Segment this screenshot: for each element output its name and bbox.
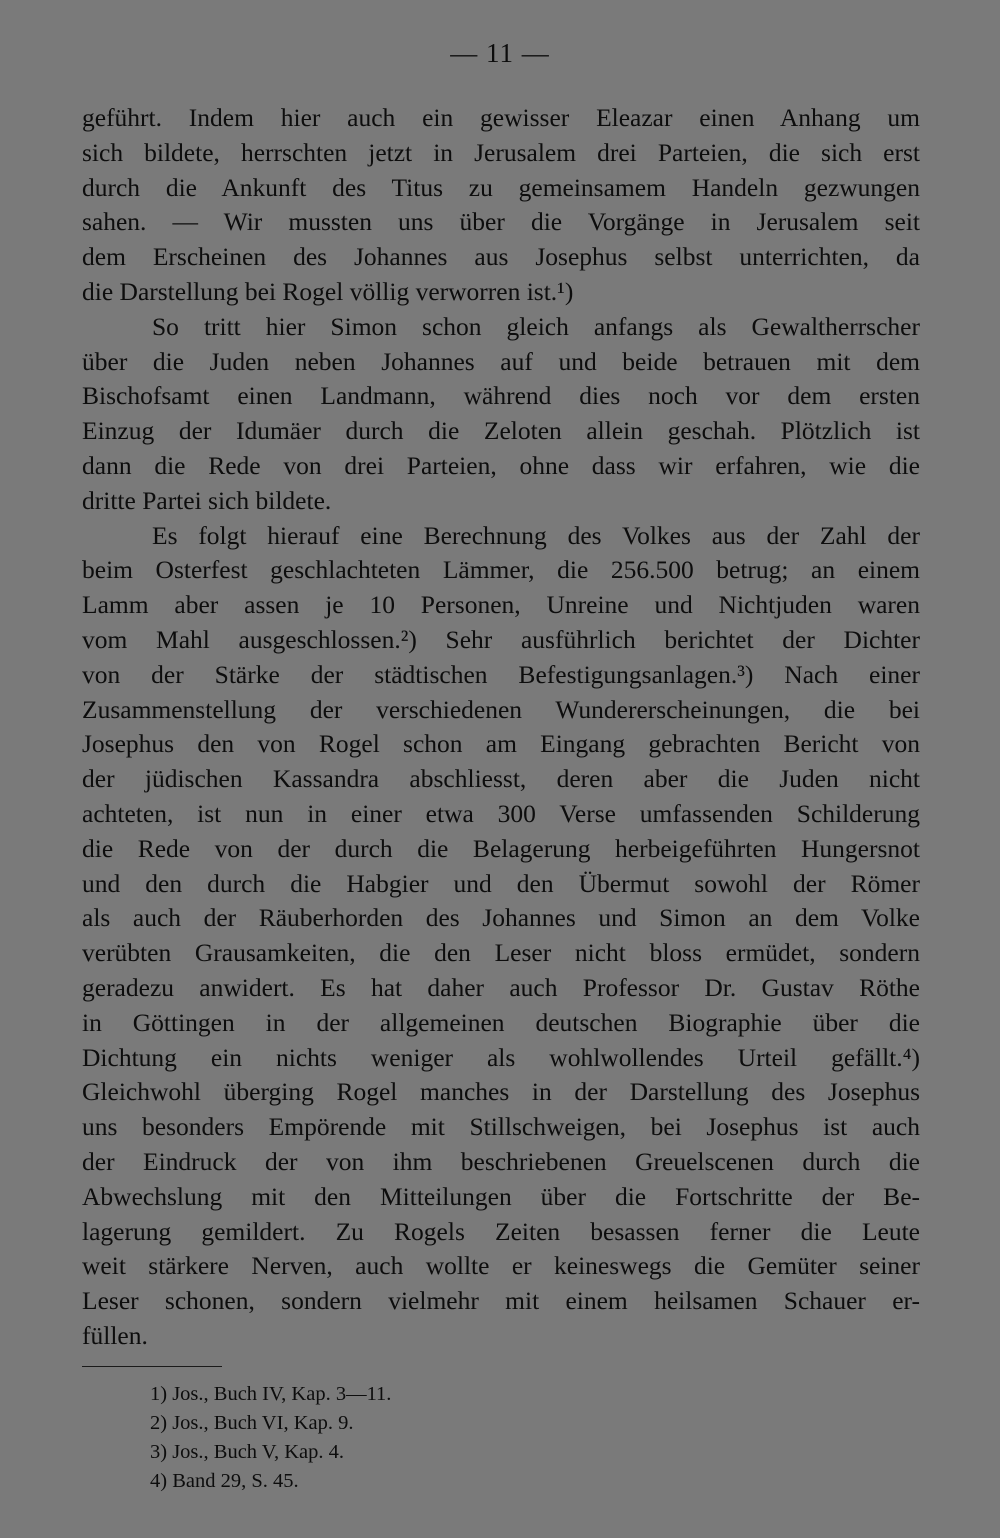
text-line: Leser schonen, sondern vielmehr mit einem heilsamen Schauer er- <box>82 1286 920 1316</box>
text-line: Zusammenstellung der verschiedenen Wundererscheinungen, die bei <box>82 694 920 724</box>
page-number: — 11 — <box>450 38 550 68</box>
text-line: Einzug der Idumäer durch die Zeloten allein geschah. Plötzlich ist <box>82 416 920 446</box>
text-line: in Göttingen in der allgemeinen deutschen Biographie über die <box>82 1007 920 1037</box>
text-line: der jüdischen Kassandra abschliesst, deren aber die Juden nicht <box>82 764 920 794</box>
main-text <box>82 101 920 1354</box>
text-line: dann die Rede von drei Parteien, ohne dass wir erfahren, wie die <box>82 450 920 480</box>
text-line: Abwechslung mit den Mitteilungen über die Fortschritte der Be- <box>82 1181 920 1211</box>
text-line: über die Juden neben Johannes auf und beide betrauen mit dem <box>82 346 920 376</box>
text-line: Lamm aber assen je 10 Personen, Unreine und Nichtjuden waren <box>82 590 920 620</box>
text-line: Dichtung ein nichts weniger als wohlwollendes Urteil gefällt.⁴) <box>82 1042 920 1072</box>
text-line: vom Mahl ausgeschlossen.²) Sehr ausführlich berichtet der Dichter <box>82 624 920 654</box>
text-line: Josephus den von Rogel schon am Eingang gebrachten Bericht von <box>82 729 920 759</box>
text-line: dritte Partei sich bildete. <box>82 485 332 515</box>
text-line: durch die Ankunft des Titus zu gemeinsamem Handeln gezwungen <box>82 172 920 202</box>
footnote-divider <box>82 1366 222 1367</box>
text-line: achteten, ist nun in einer etwa 300 Verse umfassenden Schilderung <box>82 798 920 828</box>
paragraph <box>82 310 920 519</box>
text-line: von der Stärke der städtischen Befestigungsanlagen.³) Nach einer <box>82 659 920 689</box>
text-line: geführt. Indem hier auch ein gewisser Eleazar einen Anhang um <box>82 103 920 132</box>
paragraph <box>82 101 920 310</box>
paragraph <box>82 519 920 1354</box>
text-line: So tritt hier Simon schon gleich anfangs als Gewaltherrscher <box>152 311 920 341</box>
text-line: lagerung gemildert. Zu Rogels Zeiten besassen ferner die Leute <box>82 1216 920 1246</box>
text-line: weit stärkere Nerven, auch wollte er keineswegs die Gemüter seiner <box>82 1251 920 1281</box>
footnote: 3) Jos., Buch V, Kap. 4. <box>150 1441 344 1463</box>
footnote: 2) Jos., Buch VI, Kap. 9. <box>150 1412 354 1434</box>
text-line: füllen. <box>82 1320 148 1350</box>
text-line: Bischofsamt einen Landmann, während dies noch vor dem ersten <box>82 381 920 411</box>
text-line: dem Erscheinen des Johannes aus Josephus selbst unterrichten, da <box>82 242 920 272</box>
footnotes <box>150 1380 750 1496</box>
footnote: 1) Jos., Buch IV, Kap. 3—11. <box>150 1383 392 1405</box>
text-line: als auch der Räuberhorden des Johannes und Simon an dem Volke <box>82 903 920 933</box>
text-line: die Darstellung bei Rogel völlig verworren ist.¹) <box>82 276 574 306</box>
text-line: sich bildete, herrschten jetzt in Jerusalem drei Parteien, die sich erst <box>82 137 920 167</box>
text-line: die Rede von der durch die Belagerung herbeigeführten Hungersnot <box>82 833 920 863</box>
text-line: sahen. — Wir mussten uns über die Vorgänge in Jerusalem seit <box>82 207 920 237</box>
text-line: der Eindruck der von ihm beschriebenen Greuelscenen durch die <box>82 1146 920 1176</box>
text-line: uns besonders Empörende mit Stillschweigen, bei Josephus ist auch <box>82 1112 920 1142</box>
footnote: 4) Band 29, S. 45. <box>150 1470 299 1492</box>
text-line: geradezu anwidert. Es hat daher auch Professor Dr. Gustav Röthe <box>82 972 920 1002</box>
text-line: Gleichwohl überging Rogel manches in der Darstellung des Josephus <box>82 1077 920 1107</box>
text-line: Es folgt hierauf eine Berechnung des Volkes aus der Zahl der <box>152 520 920 550</box>
text-line: verübten Grausamkeiten, die den Leser nicht bloss ermüdet, sondern <box>82 938 920 968</box>
text-line: beim Osterfest geschlachteten Lämmer, die 256.500 betrug; an einem <box>82 555 920 585</box>
text-line: und den durch die Habgier und den Übermut sowohl der Römer <box>82 868 920 898</box>
